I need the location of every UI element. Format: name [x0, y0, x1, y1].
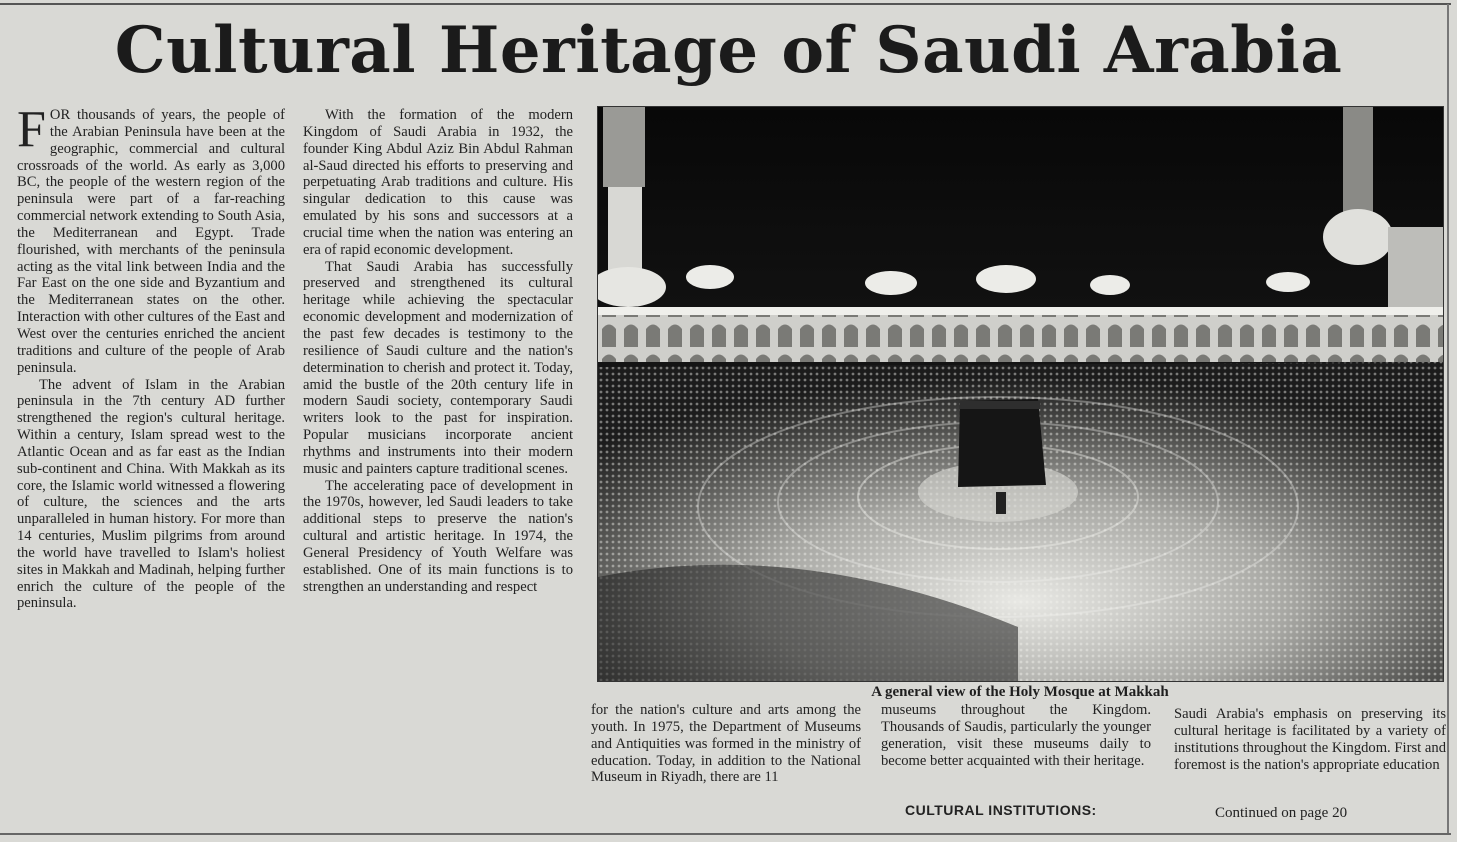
continued-note: Continued on page 20 — [1215, 805, 1348, 821]
section-subhead: CULTURAL INSTITUTIONS: — [905, 802, 1097, 818]
photo-illustration — [598, 107, 1443, 681]
bottom-rule — [0, 833, 1451, 835]
paragraph: That Saudi Arabia has successfully preserved and strengthened its cultural heritage while achieving the spectacular economic development and modernization of the past few decades is testimony to the resilience of Saudi culture and the nation's determination to cherish and protect it. Today, amid the bustle of the 20th century life in modern Saudi society, contemporary Saudi writers look to the past for inspiration. Popular musicians incorporate ancient rhythms and instruments into their modern music and painters capture traditional scenes. — [303, 258, 573, 477]
article-column-4 — [881, 702, 1151, 769]
paragraph — [17, 101, 285, 377]
right-rule — [1447, 4, 1449, 834]
article-column-2 — [303, 107, 573, 595]
article-column-3 — [591, 702, 861, 786]
paragraph: museums throughout the Kingdom. Thousands of Saudis, particularly the younger generation, visit these museums daily to become better acquainted with their heritage. — [881, 702, 1151, 769]
article-column-5 — [1174, 706, 1446, 773]
paragraph: The advent of Islam in the Arabian peninsula in the 7th century AD further strengthened the region's cultural heritage. Within a century, Islam spread west to the Atlantic Ocean and as far east as the Indian sub-continent and China. With Makkah as its core, the Islamic world witnessed a flowering of culture, the sciences and the arts unparalleled in human history. For more than 14 centuries, Muslim pilgrims from around the world have travelled to Islam's holiest sites in Makkah and Madinah, helping further enrich the culture of the people of the peninsula. — [17, 376, 285, 612]
drop-cap: F — [17, 101, 46, 158]
headline: Cultural Heritage of Saudi Arabia — [114, 13, 1343, 88]
top-rule — [0, 3, 1451, 5]
paragraph: The accelerating pace of development in the 1970s, however, led Saudi leaders to take additional steps to preserve the nation's cultural and artistic heritage. In 1974, the General Presidency of Youth Welfare was established. One of its main functions is to strengthen an understanding and respect — [303, 477, 573, 595]
article-column-1 — [17, 101, 285, 612]
paragraph: With the formation of the modern Kingdom of Saudi Arabia in 1932, the founder King Abdul Aziz Bin Abdul Rahman al-Saud directed his efforts to preserving and perpetuating Arab traditions and culture. His singular dedication to this cause was emulated by his sons and successors at a crucial time when the nation was entering an era of rapid economic development. — [303, 107, 573, 258]
paragraph-text: OR thousands of years, the people of the Arabian Peninsula have been at the geographic, commercial and cultural crossroads of the world. As early as 3,000 BC, the people of the western region of the peninsula were part of a far-reaching commercial network extending to South Asia, the Mediterranean and Egypt. Trade flourished, with merchants of the peninsula acting as the vital link between India and the Far East on the one side and Byzantium and the Mediterranean states on the other. Interaction with other cultures of the East and West over the centuries enriched the ancient traditions and culture of the people of Arab peninsula. — [17, 107, 285, 376]
paragraph: Saudi Arabia's emphasis on preserving its cultural heritage is facilitated by a variety of institutions throughout the Kingdom. First and foremost is the nation's appropriate education — [1174, 706, 1446, 773]
photo-caption: A general view of the Holy Mosque at Makkah — [871, 684, 1169, 700]
paragraph: for the nation's culture and arts among the youth. In 1975, the Department of Museums and Antiquities was formed in the ministry of education. Today, in addition to the National Museum in Riyadh, there are 11 — [591, 702, 861, 786]
holy-mosque-photo — [597, 106, 1444, 682]
